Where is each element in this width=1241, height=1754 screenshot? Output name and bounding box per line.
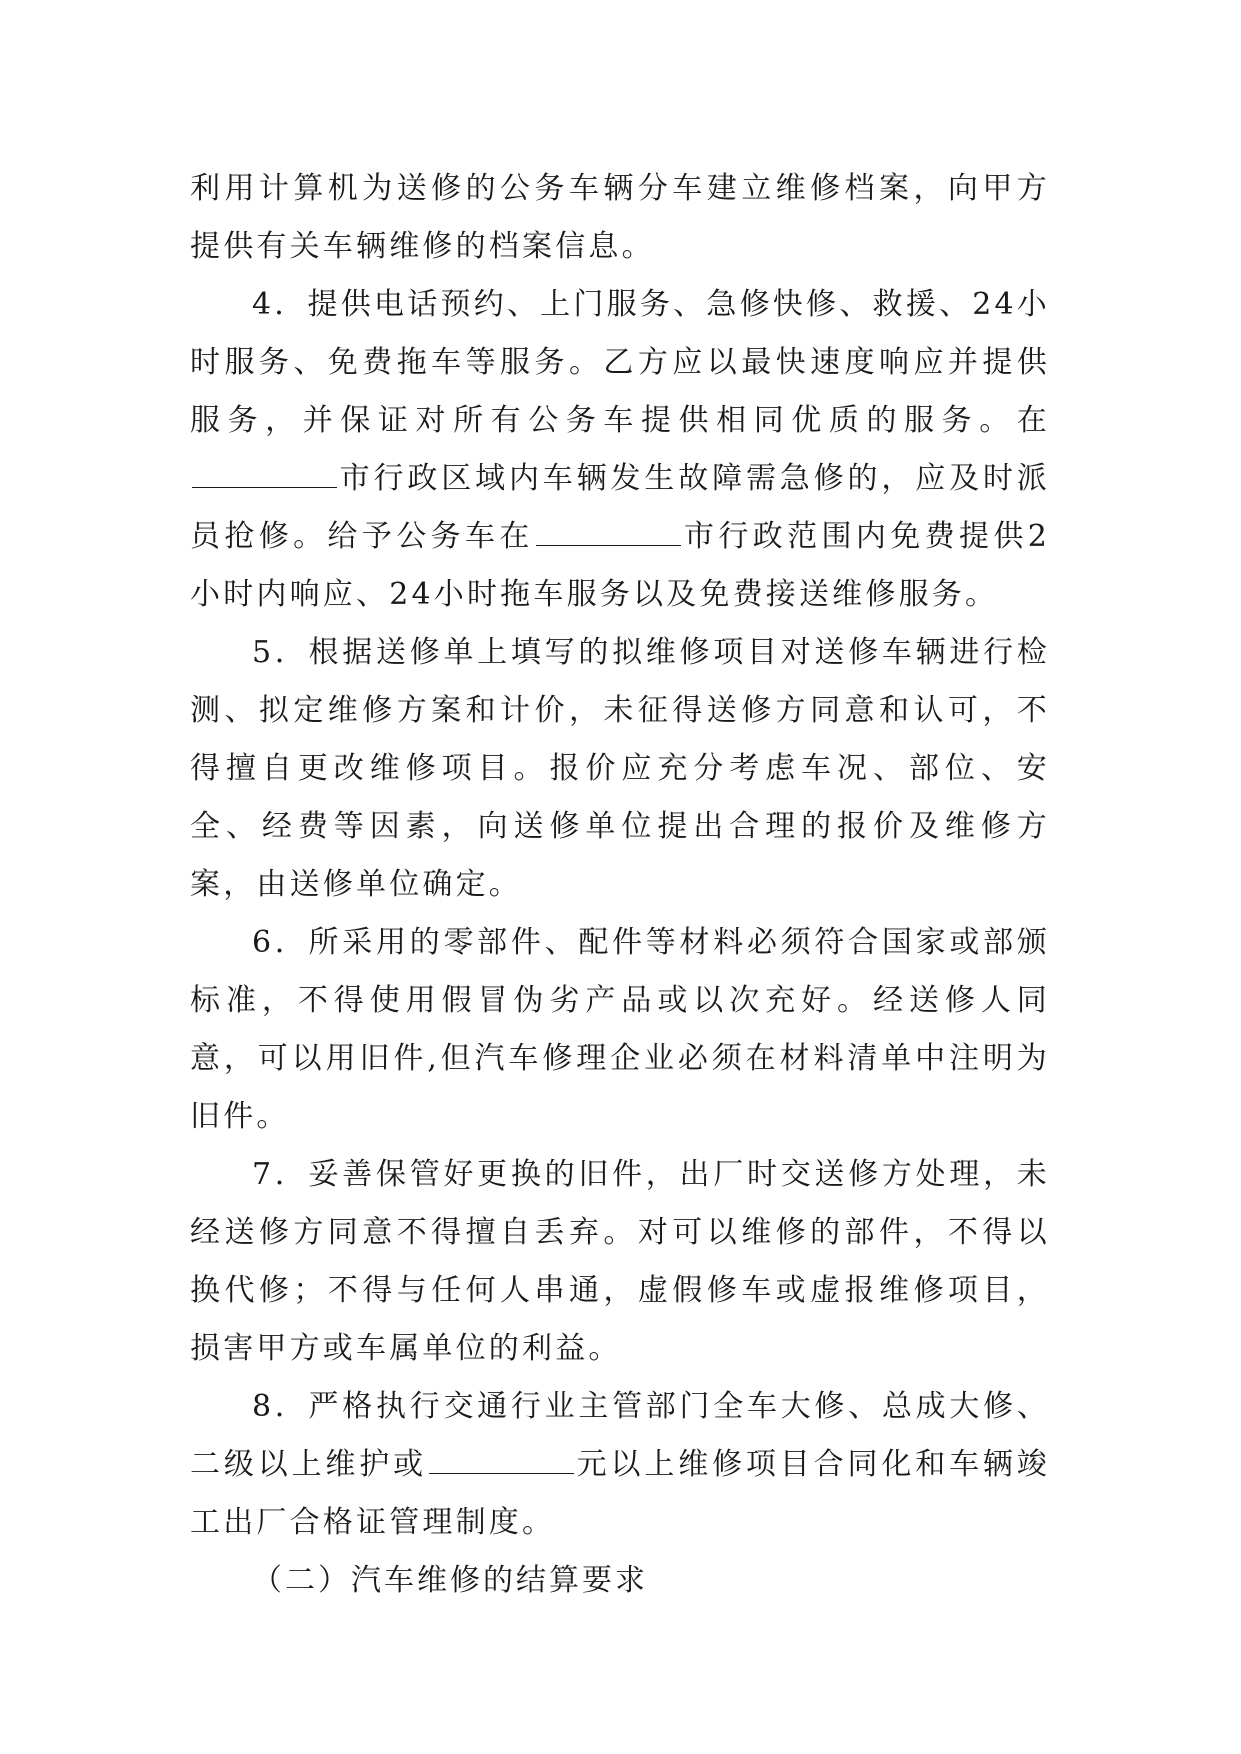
paragraph-intro (190, 160, 1050, 276)
paragraph-item-5 (190, 624, 1050, 914)
item-4-text-b: 市行政区域内车辆发生故障需急修的，应及时派员抢修。给予公务车在 (190, 461, 1050, 554)
item-7-text: 7．妥善保管好更换的旧件，出厂时交送修方处理，未经送修方同意不得擅自丢弃。对可以维修的部件，不得以换代修；不得与任何人串通，虚假修车或虚报维修项目，损害甲方或车属单位的利益。 (190, 1157, 1050, 1366)
paragraph-item-7 (190, 1146, 1050, 1378)
document-body (190, 160, 1050, 1610)
subheading-text: （二）汽车维修的结算要求 (252, 1563, 648, 1598)
item-5-text: 5．根据送修单上填写的拟维修项目对送修车辆进行检测、拟定维修方案和计价，未征得送修方同意和认可，不得擅自更改维修项目。报价应充分考虑车况、部位、安全、经费等因素，向送修单位提出合理的报价及维修方案，由送修单位确定。 (190, 635, 1050, 902)
item-6-text: 6．所采用的零部件、配件等材料必须符合国家或部颁标准，不得使用假冒伪劣产品或以次充好。经送修人同意，可以用旧件,但汽车修理企业必须在材料清单中注明为旧件。 (190, 925, 1050, 1134)
item-8-text-b: 元以上维修项目合同化和车辆竣工出厂合格证管理制度。 (190, 1447, 1050, 1540)
item-8-text-a: 8．严格执行交通行业主管部门全车大修、总成大修、二级以上维护或 (190, 1389, 1050, 1482)
fill-in-blank-city-2 (536, 517, 681, 546)
fill-in-blank-amount (429, 1445, 574, 1474)
section-subheading (190, 1552, 1050, 1610)
fill-in-blank-city-1 (192, 459, 337, 488)
paragraph-item-6 (190, 914, 1050, 1146)
paragraph-item-4 (190, 276, 1050, 624)
item-4-text-a: 4．提供电话预约、上门服务、急修快修、救援、24小时服务、免费拖车等服务。乙方应以最快速度响应并提供服务，并保证对所有公务车提供相同优质的服务。在 (190, 287, 1050, 438)
paragraph-item-8 (190, 1378, 1050, 1552)
item-4-text-c: 市行政范围内免费提供2小时内响应、24小时拖车服务以及免费接送维修服务。 (190, 519, 1050, 612)
paragraph-intro-text: 利用计算机为送修的公务车辆分车建立维修档案，向甲方提供有关车辆维修的档案信息。 (190, 171, 1050, 264)
